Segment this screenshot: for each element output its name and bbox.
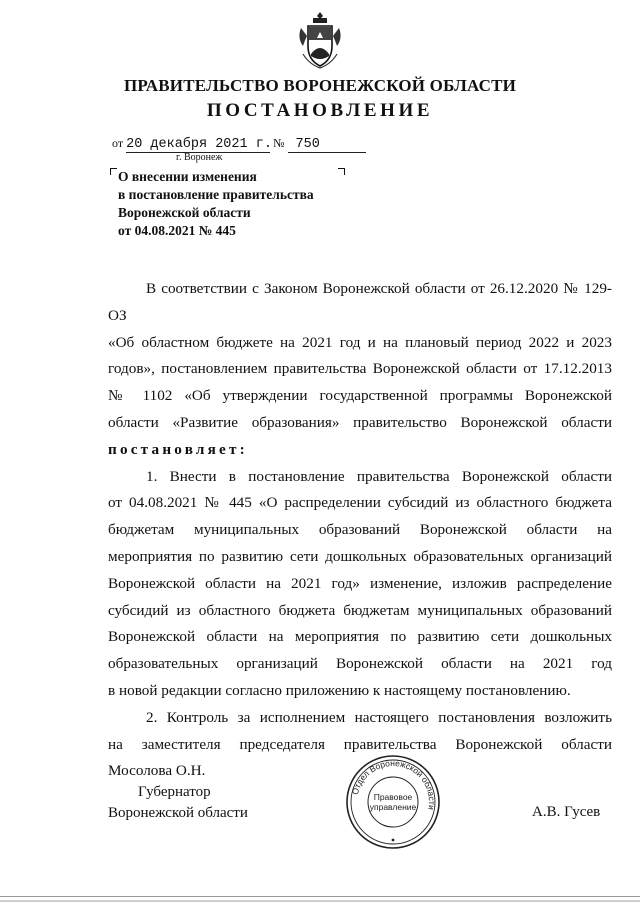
- subject-line: О внесении изменения: [118, 169, 257, 184]
- body-line: годов», постановлением правительства Воронежской области от 17.12.2013: [108, 360, 612, 378]
- scan-edge-line: [0, 896, 640, 897]
- body-line: «Об областном бюджете на 2021 год и на плановый период 2022 и 2023: [108, 333, 612, 351]
- body-line: 2. Контроль за исполнением настоящего постановления возложить: [146, 708, 612, 726]
- number-label: №: [273, 136, 285, 150]
- scan-edge-shade: [0, 900, 640, 902]
- body-line: на заместителя председателя правительства Воронежской области: [108, 735, 612, 753]
- document-type: ПОСТАНОВЛЕНИЕ: [206, 100, 434, 121]
- body-line: бюджетам муниципальных образований Воронежской области на: [108, 521, 612, 539]
- svg-text:Правовое: Правовое: [373, 792, 413, 802]
- subject-line: Воронежской области: [118, 205, 251, 220]
- svg-text:управление: управление: [369, 802, 417, 812]
- body-line: № 1102 «Об утверждении государственной программы Воронежской: [108, 387, 612, 405]
- document-number: 750: [288, 137, 366, 153]
- body-line: В соответствии с Законом Воронежской области от 26.12.2020 № 129-ОЗ: [108, 280, 612, 324]
- registration-line: [112, 136, 366, 153]
- body-line: образовательных организаций Воронежской области на 2021 год: [108, 655, 612, 673]
- body-line: Воронежской области на мероприятия по развитию сети дошкольных: [108, 628, 612, 646]
- signatory-name: А.В. Гусев: [532, 804, 601, 820]
- body-line: субсидий из областного бюджета бюджетам муниципальных образований: [108, 601, 612, 619]
- position-line: Воронежской области: [108, 805, 248, 821]
- body-line: Мосолова О.Н.: [108, 762, 206, 780]
- subject-line: в постановление правительства: [118, 187, 314, 202]
- subject-line: от 04.08.2021 № 445: [118, 223, 236, 238]
- body-line: области «Развитие образования» правительство Воронежской области: [108, 413, 612, 431]
- decree-word: постановляет:: [108, 440, 248, 458]
- coat-of-arms-icon: [295, 10, 345, 70]
- body-line: мероприятия по развитию сети дошкольных образовательных организаций: [108, 547, 612, 565]
- position-line: Губернатор: [138, 784, 211, 800]
- document-subject: [112, 168, 352, 240]
- body-line: Воронежской области на 2021 год» изменение, изложив распределение: [108, 574, 612, 592]
- body-line: от 04.08.2021 № 445 «О распределении субсидий из областного бюджета: [108, 494, 612, 512]
- from-label: от: [112, 136, 124, 150]
- official-stamp: [343, 752, 443, 852]
- signatory-position: [108, 782, 268, 824]
- organization-name: ПРАВИТЕЛЬСТВО ВОРОНЕЖСКОЙ ОБЛАСТИ: [123, 76, 517, 95]
- city-label: г. Воронеж: [176, 152, 223, 163]
- document-body: [108, 276, 612, 785]
- body-line: 1. Внести в постановление правительства Воронежской области: [146, 467, 612, 485]
- document-date: 20 декабря 2021 г.: [126, 137, 272, 152]
- svg-text:Отдел Воронежской области: Отдел Воронежской области: [349, 757, 438, 811]
- body-line: в новой редакции согласно приложению к настоящему постановлению.: [108, 681, 571, 699]
